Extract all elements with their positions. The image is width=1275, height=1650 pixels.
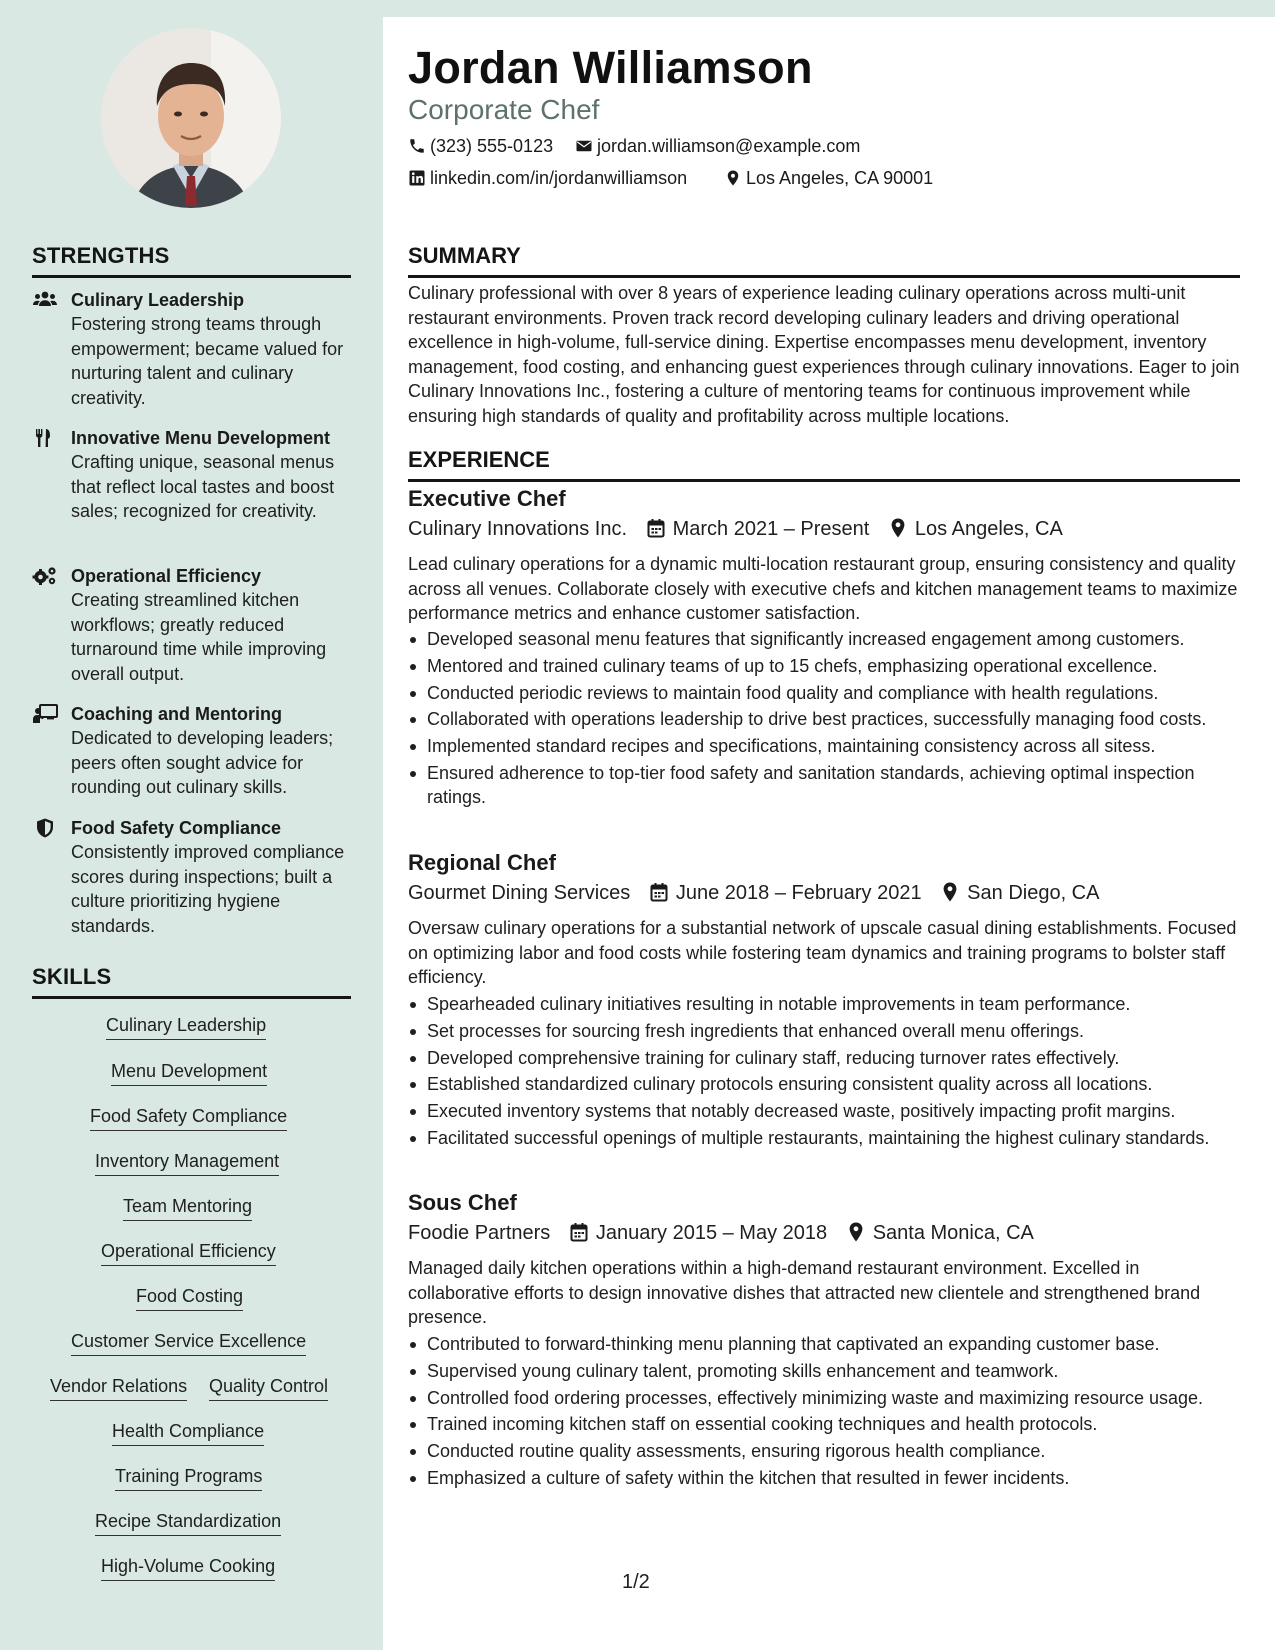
summary-heading: SUMMARY	[408, 243, 1240, 278]
map-pin-icon	[724, 169, 742, 187]
job-company: Gourmet Dining Services	[408, 882, 631, 904]
skill-tag: High-Volume Cooking	[101, 1555, 275, 1581]
users-icon	[32, 290, 58, 310]
list-item: Trained incoming kitchen staff on essential cooking techniques and health protocols.	[408, 1412, 1240, 1437]
teacher-icon	[32, 704, 58, 724]
skill-tag: Food Costing	[136, 1285, 243, 1311]
list-item: Mentored and trained culinary teams of up to 15 chefs, emphasizing operational excellence.	[408, 654, 1240, 679]
strength-description: Crafting unique, seasonal menus that reflect local tastes and boost sales; recognized for creativity.	[71, 452, 335, 521]
skill-tag: Operational Efficiency	[101, 1240, 276, 1266]
job-dates: March 2021 – Present	[672, 518, 870, 540]
skill-tag: Vendor Relations	[50, 1375, 187, 1401]
candidate-name: Jordan Williamson	[408, 42, 813, 93]
strength-title: Food Safety Compliance	[71, 818, 282, 838]
list-item: Conducted periodic reviews to maintain food quality and compliance with health regulations.	[408, 681, 1240, 706]
job-dates: June 2018 – February 2021	[675, 882, 922, 904]
candidate-role: Corporate Chef	[408, 94, 600, 125]
job-title: Executive Chef	[408, 486, 566, 511]
job-dates: January 2015 – May 2018	[595, 1222, 828, 1244]
skills-heading: SKILLS	[32, 964, 351, 999]
job-title: Regional Chef	[408, 850, 556, 875]
list-item: Implemented standard recipes and specifications, maintaining consistency across all sitess.	[408, 734, 1240, 759]
skill-tag: Training Programs	[115, 1465, 262, 1491]
list-item: Spearheaded culinary initiatives resulting in notable improvements in team performance.	[408, 992, 1240, 1017]
list-item: Conducted routine quality assessments, ensuring rigorous health compliance.	[408, 1439, 1240, 1464]
list-item: Ensured adherence to top-tier food safety and sanitation standards, achieving optimal inspection ratings.	[408, 761, 1240, 810]
list-item: Emphasized a culture of safety within the kitchen that resulted in fewer incidents.	[408, 1466, 1240, 1491]
job-description: Lead culinary operations for a dynamic multi-location restaurant group, ensuring consistency and quality across all venues. Collaborate closely with executive chefs and kitchen management teams to maximize performance metrics and enhance customer satisfaction.	[408, 554, 1238, 623]
skill-tag: Health Compliance	[112, 1420, 264, 1446]
list-item: Collaborated with operations leadership to drive best practices, successfully managing food costs.	[408, 707, 1240, 732]
job-description: Oversaw culinary operations for a substantial network of upscale casual dining establishments. Focused on optimizing labor and food costs while fostering team dynamics and training programs to bolster staff efficiency.	[408, 918, 1237, 987]
skill-tag: Team Mentoring	[123, 1195, 252, 1221]
contact-linkedin[interactable]	[408, 166, 687, 190]
list-item: Supervised young culinary talent, promoting skills enhancement and teamwork.	[408, 1359, 1240, 1384]
strength-description: Consistently improved compliance scores during inspections; built a culture prioritizing hygiene standards.	[71, 842, 345, 936]
strength-description: Fostering strong teams through empowerment; became valued for nurturing talent and culinary creativity.	[71, 314, 344, 408]
list-item: Developed seasonal menu features that significantly increased engagement among customers.	[408, 627, 1240, 652]
strength-item	[32, 564, 352, 686]
skill-tag: Inventory Management	[95, 1150, 279, 1176]
strength-item	[32, 816, 352, 938]
job-location: San Diego, CA	[967, 882, 1100, 904]
phone-icon	[408, 137, 426, 155]
summary-text: Culinary professional with over 8 years of experience leading culinary operations across multi-unit restaurant environments. Proven track record developing culinary leaders and driving operational excellence in high-volume, full-service dining. Expertise encompasses menu development, inventory management, food costing, and enhancing guest experiences through culinary innovations. Eager to join Culinary Innovations Inc., fostering a culture of mentoring teams for continuous improvement while ensuring high standards of quality and profitability across multiple locations.	[408, 283, 1240, 426]
map-pin-icon	[941, 882, 959, 902]
strength-title: Operational Efficiency	[71, 566, 262, 586]
calendar-icon	[650, 882, 668, 902]
strength-title: Culinary Leadership	[71, 290, 245, 310]
linkedin-icon	[408, 169, 426, 187]
strength-title: Innovative Menu Development	[71, 428, 331, 448]
calendar-icon	[647, 518, 665, 538]
strength-title: Coaching and Mentoring	[71, 704, 282, 724]
list-item: Controlled food ordering processes, effectively minimizing waste and maximizing resource usage.	[408, 1386, 1240, 1411]
skill-tag: Customer Service Excellence	[71, 1330, 306, 1356]
job-location: Santa Monica, CA	[872, 1222, 1034, 1244]
skill-tag: Quality Control	[209, 1375, 328, 1401]
list-item: Executed inventory systems that notably decreased waste, positively impacting profit margins.	[408, 1099, 1240, 1124]
job-meta	[408, 882, 1099, 905]
job-title: Sous Chef	[408, 1190, 517, 1215]
strength-item	[32, 426, 352, 524]
strength-item	[32, 702, 352, 800]
list-item: Facilitated successful openings of multiple restaurants, maintaining the highest culinary standards.	[408, 1126, 1240, 1151]
job-bullets	[408, 992, 1240, 1153]
map-pin-icon	[889, 518, 907, 538]
email-text: jordan.williamson@example.com	[597, 136, 861, 156]
list-item: Developed comprehensive training for culinary staff, reducing turnover rates effectively.	[408, 1046, 1240, 1071]
skill-tag: Food Safety Compliance	[90, 1105, 287, 1131]
job-company: Culinary Innovations Inc.	[408, 518, 628, 540]
envelope-icon	[575, 137, 593, 155]
list-item: Contributed to forward-thinking menu planning that captivated an expanding customer base.	[408, 1332, 1240, 1357]
job-bullets	[408, 1332, 1240, 1493]
gears-icon	[32, 566, 58, 586]
list-item: Set processes for sourcing fresh ingredients that enhanced overall menu offerings.	[408, 1019, 1240, 1044]
contact-phone[interactable]	[408, 134, 553, 158]
strength-description: Dedicated to developing leaders; peers often sought advice for rounding out culinary skills.	[71, 728, 334, 797]
utensils-icon	[32, 428, 58, 448]
strengths-heading: STRENGTHS	[32, 243, 351, 278]
job-bullets	[408, 627, 1240, 812]
calendar-icon	[570, 1222, 588, 1242]
job-meta	[408, 1222, 1034, 1245]
skill-tag: Culinary Leadership	[106, 1014, 266, 1040]
map-pin-icon	[847, 1222, 865, 1242]
contact-email[interactable]	[575, 134, 860, 158]
skill-tag: Menu Development	[111, 1060, 267, 1086]
strength-description: Creating streamlined kitchen workflows; greatly reduced turnaround time while improving overall output.	[71, 590, 327, 684]
strength-item	[32, 288, 352, 410]
shield-icon	[32, 818, 58, 838]
job-meta	[408, 518, 1063, 541]
job-description: Managed daily kitchen operations within a high-demand restaurant environment. Excelled in collaborative efforts to design innovative dishes that attracted new clientele and strengthened brand presence.	[408, 1258, 1201, 1327]
job-location: Los Angeles, CA	[914, 518, 1063, 540]
list-item: Established standardized culinary protocols ensuring consistent quality across all locations.	[408, 1072, 1240, 1097]
profile-photo	[101, 28, 281, 208]
experience-heading: EXPERIENCE	[408, 447, 1240, 482]
contact-location	[724, 166, 933, 190]
linkedin-text: linkedin.com/in/jordanwilliamson	[430, 168, 688, 188]
skill-tag: Recipe Standardization	[95, 1510, 281, 1536]
page-number: 1/2	[622, 1571, 650, 1593]
job-company: Foodie Partners	[408, 1222, 551, 1244]
phone-text: (323) 555-0123	[430, 136, 554, 156]
location-text: Los Angeles, CA 90001	[746, 168, 934, 188]
